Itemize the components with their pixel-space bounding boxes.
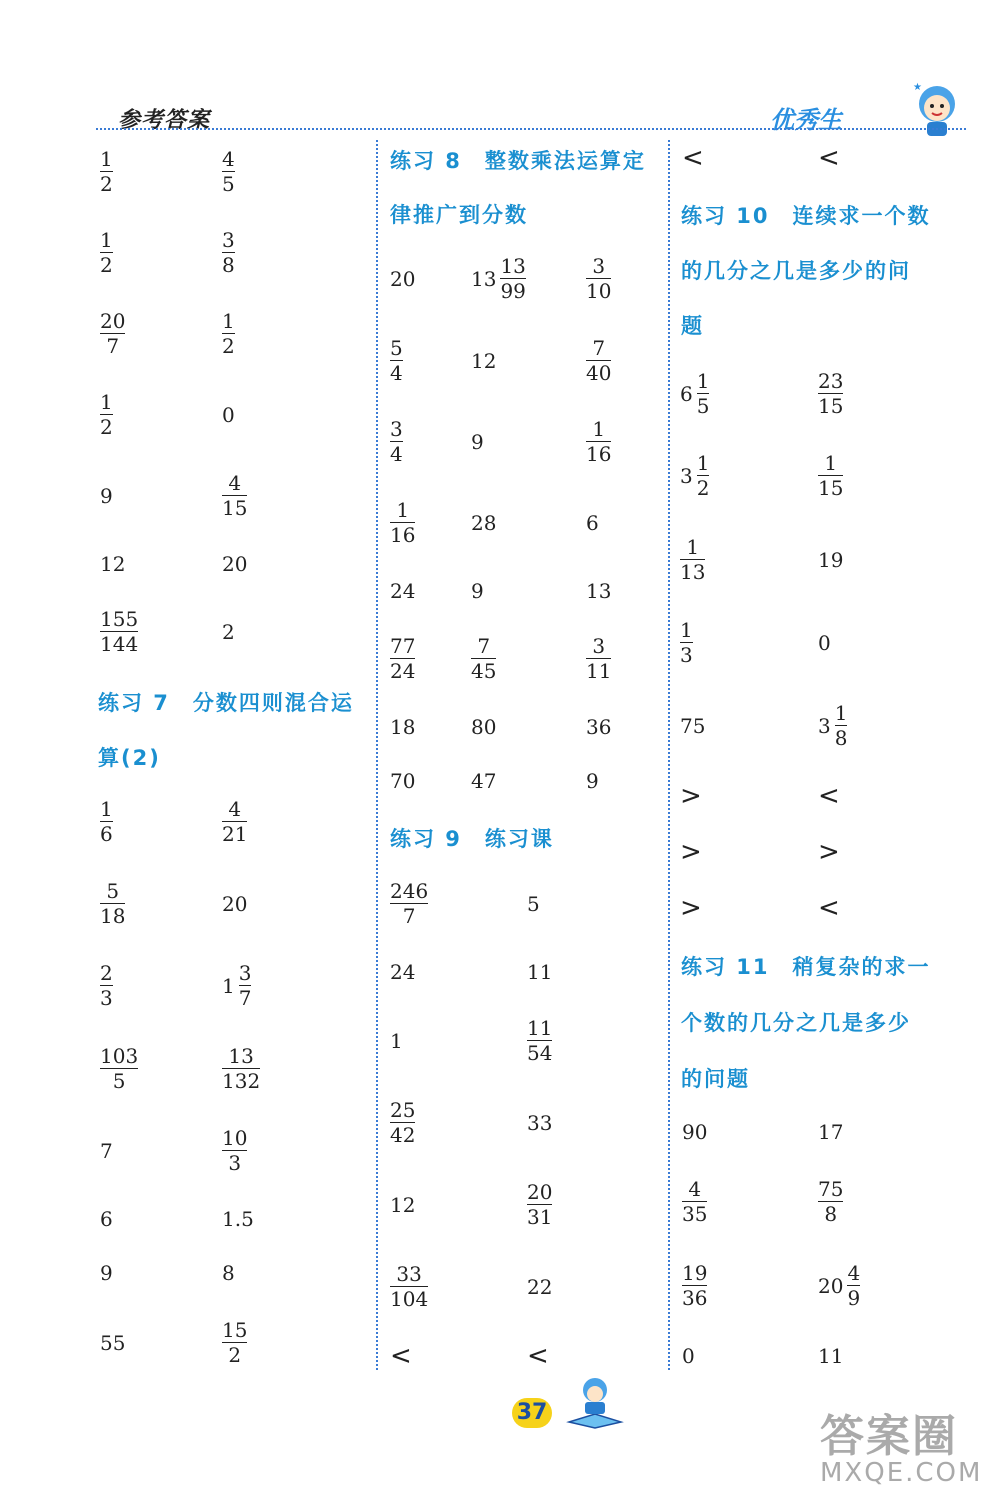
denominator: 10 bbox=[586, 279, 612, 303]
denominator: 11 bbox=[586, 659, 612, 683]
numerator: 20 bbox=[100, 309, 126, 333]
denominator: 3 bbox=[228, 1151, 242, 1175]
denominator: 35 bbox=[682, 1202, 708, 1226]
comparison-sign: < bbox=[527, 1341, 549, 1371]
numerator: 1 bbox=[680, 618, 693, 642]
denominator: 16 bbox=[390, 523, 416, 547]
section-heading: 练习 9 练习课 bbox=[390, 827, 554, 851]
fraction bbox=[390, 880, 428, 927]
mixed-number bbox=[680, 452, 709, 499]
numerator: 1 bbox=[396, 498, 410, 522]
answer-value: 7 bbox=[100, 1139, 113, 1163]
answer-value: 13 bbox=[586, 579, 612, 603]
answer-value: 0 bbox=[222, 403, 235, 427]
numerator: 4 bbox=[688, 1177, 702, 1201]
answer-value: 12 bbox=[390, 1193, 416, 1217]
answer-value: 6 bbox=[100, 1207, 113, 1231]
fraction bbox=[697, 452, 710, 499]
watermark-text: 答案圈 bbox=[820, 1411, 958, 1462]
fraction bbox=[586, 255, 611, 302]
denominator: 2 bbox=[100, 172, 113, 196]
numerator: 4 bbox=[847, 1261, 861, 1285]
answer-value: 17 bbox=[818, 1120, 844, 1144]
answer-value: 1.5 bbox=[222, 1207, 254, 1231]
fraction bbox=[222, 1319, 247, 1366]
fraction bbox=[100, 608, 138, 655]
answer-value: 20 bbox=[222, 892, 248, 916]
numerator: 1 bbox=[100, 228, 113, 252]
header-title: 参考答案 bbox=[118, 108, 211, 133]
answer-value: 24 bbox=[390, 579, 416, 603]
denominator: 42 bbox=[390, 1123, 416, 1147]
answer-value: 0 bbox=[682, 1344, 695, 1368]
fraction bbox=[682, 1178, 707, 1225]
numerator: 77 bbox=[390, 634, 416, 658]
denominator: 15 bbox=[818, 476, 844, 500]
numerator: 3 bbox=[592, 634, 606, 658]
comparison-sign: < bbox=[818, 143, 840, 173]
mixed-number bbox=[818, 702, 847, 749]
numerator: 1 bbox=[100, 147, 113, 171]
answer-value: 24 bbox=[390, 960, 416, 984]
fraction bbox=[527, 1181, 552, 1228]
fraction bbox=[100, 880, 125, 927]
numerator: 4 bbox=[228, 471, 242, 495]
whole-part: 13 bbox=[471, 266, 497, 291]
numerator: 1 bbox=[222, 309, 235, 333]
numerator: 4 bbox=[228, 797, 242, 821]
numerator: 1 bbox=[696, 369, 710, 393]
denominator: 15 bbox=[818, 394, 844, 418]
answer-value: 33 bbox=[527, 1111, 553, 1135]
fraction bbox=[847, 1262, 860, 1309]
fraction bbox=[586, 635, 611, 682]
fraction bbox=[390, 337, 403, 384]
section-heading: 练习 7 分数四则混合运 bbox=[98, 691, 354, 715]
numerator: 7 bbox=[592, 336, 606, 360]
denominator: 6 bbox=[100, 822, 113, 846]
comparison-sign: < bbox=[818, 781, 840, 811]
answer-value: 1 bbox=[390, 1029, 403, 1053]
mixed-number bbox=[471, 255, 526, 302]
answer-value: 22 bbox=[527, 1275, 553, 1299]
denominator: 31 bbox=[527, 1205, 553, 1229]
fraction bbox=[390, 1099, 415, 1146]
fraction bbox=[222, 148, 235, 195]
fraction bbox=[100, 148, 113, 195]
denominator: 132 bbox=[222, 1069, 261, 1093]
whole-part: 1 bbox=[222, 973, 235, 998]
denominator: 5 bbox=[222, 172, 235, 196]
section-heading: 个数的几分之几是多少 bbox=[681, 1011, 911, 1035]
denominator: 5 bbox=[112, 1069, 126, 1093]
denominator: 2 bbox=[100, 253, 113, 277]
fraction bbox=[100, 1045, 138, 1092]
fraction bbox=[586, 337, 611, 384]
fraction bbox=[527, 1017, 552, 1064]
answer-value: 70 bbox=[390, 769, 416, 793]
answer-value: 9 bbox=[100, 484, 113, 508]
whole-part: 3 bbox=[818, 713, 831, 738]
denominator: 24 bbox=[390, 659, 416, 683]
denominator: 7 bbox=[106, 334, 120, 358]
fraction bbox=[500, 255, 525, 302]
numerator: 5 bbox=[106, 879, 120, 903]
denominator: 13 bbox=[680, 560, 706, 584]
denominator: 40 bbox=[586, 361, 612, 385]
numerator: 11 bbox=[527, 1016, 553, 1040]
denominator: 18 bbox=[100, 904, 126, 928]
comparison-sign: > bbox=[680, 837, 702, 867]
comparison-sign: > bbox=[680, 781, 702, 811]
denominator: 7 bbox=[402, 904, 416, 928]
denominator: 2 bbox=[696, 476, 710, 500]
denominator: 104 bbox=[390, 1287, 429, 1311]
numerator: 3 bbox=[238, 961, 252, 985]
denominator: 8 bbox=[824, 1202, 838, 1226]
section-heading: 练习 11 稍复杂的求一 bbox=[681, 955, 931, 979]
numerator: 25 bbox=[390, 1098, 416, 1122]
numerator: 10 bbox=[222, 1126, 248, 1150]
numerator: 3 bbox=[592, 254, 606, 278]
fraction bbox=[818, 1178, 843, 1225]
column-divider-2 bbox=[668, 140, 670, 1370]
numerator: 75 bbox=[818, 1177, 844, 1201]
fraction bbox=[390, 635, 415, 682]
denominator: 3 bbox=[680, 643, 693, 667]
denominator: 15 bbox=[222, 496, 248, 520]
numerator: 155 bbox=[100, 607, 139, 631]
reading-kid-icon bbox=[555, 1372, 635, 1432]
denominator: 36 bbox=[682, 1286, 708, 1310]
comparison-sign: < bbox=[818, 893, 840, 923]
fraction bbox=[680, 536, 705, 583]
fraction bbox=[390, 499, 415, 546]
fraction bbox=[697, 370, 710, 417]
numerator: 103 bbox=[100, 1044, 139, 1068]
denominator: 2 bbox=[222, 334, 235, 358]
numerator: 1 bbox=[696, 451, 710, 475]
numerator: 3 bbox=[390, 417, 403, 441]
fraction bbox=[680, 619, 693, 666]
comparison-sign: < bbox=[390, 1341, 412, 1371]
comparison-sign: > bbox=[818, 837, 840, 867]
denominator: 54 bbox=[527, 1041, 553, 1065]
denominator: 2 bbox=[228, 1343, 242, 1367]
column-divider-1 bbox=[376, 140, 378, 1370]
denominator: 21 bbox=[222, 822, 248, 846]
section-heading: 律推广到分数 bbox=[390, 203, 528, 227]
watermark bbox=[820, 1400, 982, 1488]
answer-value: 75 bbox=[680, 714, 706, 738]
fraction bbox=[586, 418, 611, 465]
denominator: 9 bbox=[847, 1286, 861, 1310]
answer-value: 12 bbox=[100, 552, 126, 576]
answer-value: 55 bbox=[100, 1331, 126, 1355]
section-heading: 题 bbox=[681, 314, 704, 338]
numerator: 1 bbox=[592, 417, 606, 441]
numerator: 246 bbox=[390, 879, 429, 903]
answer-value: 47 bbox=[471, 769, 497, 793]
whole-part: 3 bbox=[680, 463, 693, 488]
whole-part: 20 bbox=[818, 1273, 844, 1298]
answer-value: 28 bbox=[471, 511, 497, 535]
mixed-number bbox=[818, 1262, 860, 1309]
fraction bbox=[100, 310, 125, 357]
section-heading: 算(2) bbox=[98, 746, 161, 770]
numerator: 1 bbox=[834, 701, 848, 725]
fraction bbox=[100, 962, 113, 1009]
fraction bbox=[390, 1263, 428, 1310]
numerator: 1 bbox=[824, 451, 838, 475]
denominator: 4 bbox=[390, 361, 403, 385]
fraction bbox=[100, 391, 113, 438]
mixed-number bbox=[680, 370, 709, 417]
section-heading: 的问题 bbox=[681, 1067, 750, 1091]
answer-value: 20 bbox=[390, 267, 416, 291]
numerator: 1 bbox=[100, 797, 113, 821]
section-heading: 练习 8 整数乘法运算定 bbox=[390, 149, 646, 173]
answer-value: 2 bbox=[222, 620, 235, 644]
fraction bbox=[222, 472, 247, 519]
answer-value: 6 bbox=[586, 511, 599, 535]
answer-value: 9 bbox=[471, 430, 484, 454]
fraction bbox=[835, 702, 848, 749]
answer-value: 18 bbox=[390, 715, 416, 739]
answer-value: 12 bbox=[471, 349, 497, 373]
denominator: 45 bbox=[471, 659, 497, 683]
page-number: 37 bbox=[512, 1398, 552, 1428]
fraction bbox=[239, 962, 252, 1009]
answer-value: 9 bbox=[586, 769, 599, 793]
fraction bbox=[100, 229, 113, 276]
denominator: 8 bbox=[222, 253, 235, 277]
numerator: 1 bbox=[686, 535, 700, 559]
fraction bbox=[818, 370, 843, 417]
fraction bbox=[222, 310, 235, 357]
mixed-number bbox=[222, 962, 251, 1009]
numerator: 7 bbox=[477, 634, 491, 658]
fraction bbox=[222, 1045, 260, 1092]
denominator: 5 bbox=[696, 394, 710, 418]
fraction bbox=[818, 452, 843, 499]
fraction bbox=[682, 1262, 707, 1309]
fraction bbox=[222, 798, 247, 845]
section-heading: 练习 10 连续求一个数 bbox=[681, 204, 931, 228]
numerator: 2 bbox=[100, 961, 113, 985]
numerator: 19 bbox=[682, 1261, 708, 1285]
watermark-url: MXQE.COM bbox=[820, 1458, 983, 1488]
denominator: 4 bbox=[390, 442, 403, 466]
comparison-sign: > bbox=[680, 893, 702, 923]
answer-value: 9 bbox=[471, 579, 484, 603]
denominator: 8 bbox=[834, 726, 848, 750]
brand-logo: 优秀生 bbox=[770, 106, 842, 134]
answer-value: 90 bbox=[682, 1120, 708, 1144]
fraction bbox=[471, 635, 496, 682]
answer-value: 5 bbox=[527, 892, 540, 916]
fraction bbox=[222, 229, 235, 276]
denominator: 99 bbox=[500, 279, 526, 303]
numerator: 33 bbox=[396, 1262, 422, 1286]
answer-value: 0 bbox=[818, 631, 831, 655]
numerator: 1 bbox=[100, 390, 113, 414]
denominator: 16 bbox=[586, 442, 612, 466]
denominator: 2 bbox=[100, 415, 113, 439]
numerator: 13 bbox=[500, 254, 526, 278]
numerator: 20 bbox=[527, 1180, 553, 1204]
fraction bbox=[100, 798, 113, 845]
answer-value: 9 bbox=[100, 1261, 113, 1285]
answer-value: 11 bbox=[527, 960, 553, 984]
numerator: 23 bbox=[818, 369, 844, 393]
numerator: 4 bbox=[222, 147, 235, 171]
header-divider bbox=[96, 128, 966, 130]
answer-value: 36 bbox=[586, 715, 612, 739]
fraction bbox=[222, 1127, 247, 1174]
fraction bbox=[390, 418, 403, 465]
svg-text:★: ★ bbox=[913, 82, 922, 93]
section-heading: 的几分之几是多少的问 bbox=[681, 259, 911, 283]
answer-value: 20 bbox=[222, 552, 248, 576]
whole-part: 6 bbox=[680, 381, 693, 406]
numerator: 13 bbox=[228, 1044, 254, 1068]
numerator: 5 bbox=[390, 336, 403, 360]
numerator: 3 bbox=[222, 228, 235, 252]
numerator: 15 bbox=[222, 1318, 248, 1342]
answer-value: 19 bbox=[818, 548, 844, 572]
denominator: 3 bbox=[100, 986, 113, 1010]
answer-value: 80 bbox=[471, 715, 497, 739]
answer-value: 11 bbox=[818, 1344, 844, 1368]
denominator: 7 bbox=[238, 986, 252, 1010]
answer-value: 8 bbox=[222, 1261, 235, 1285]
denominator: 144 bbox=[100, 632, 139, 656]
comparison-sign: < bbox=[682, 143, 704, 173]
